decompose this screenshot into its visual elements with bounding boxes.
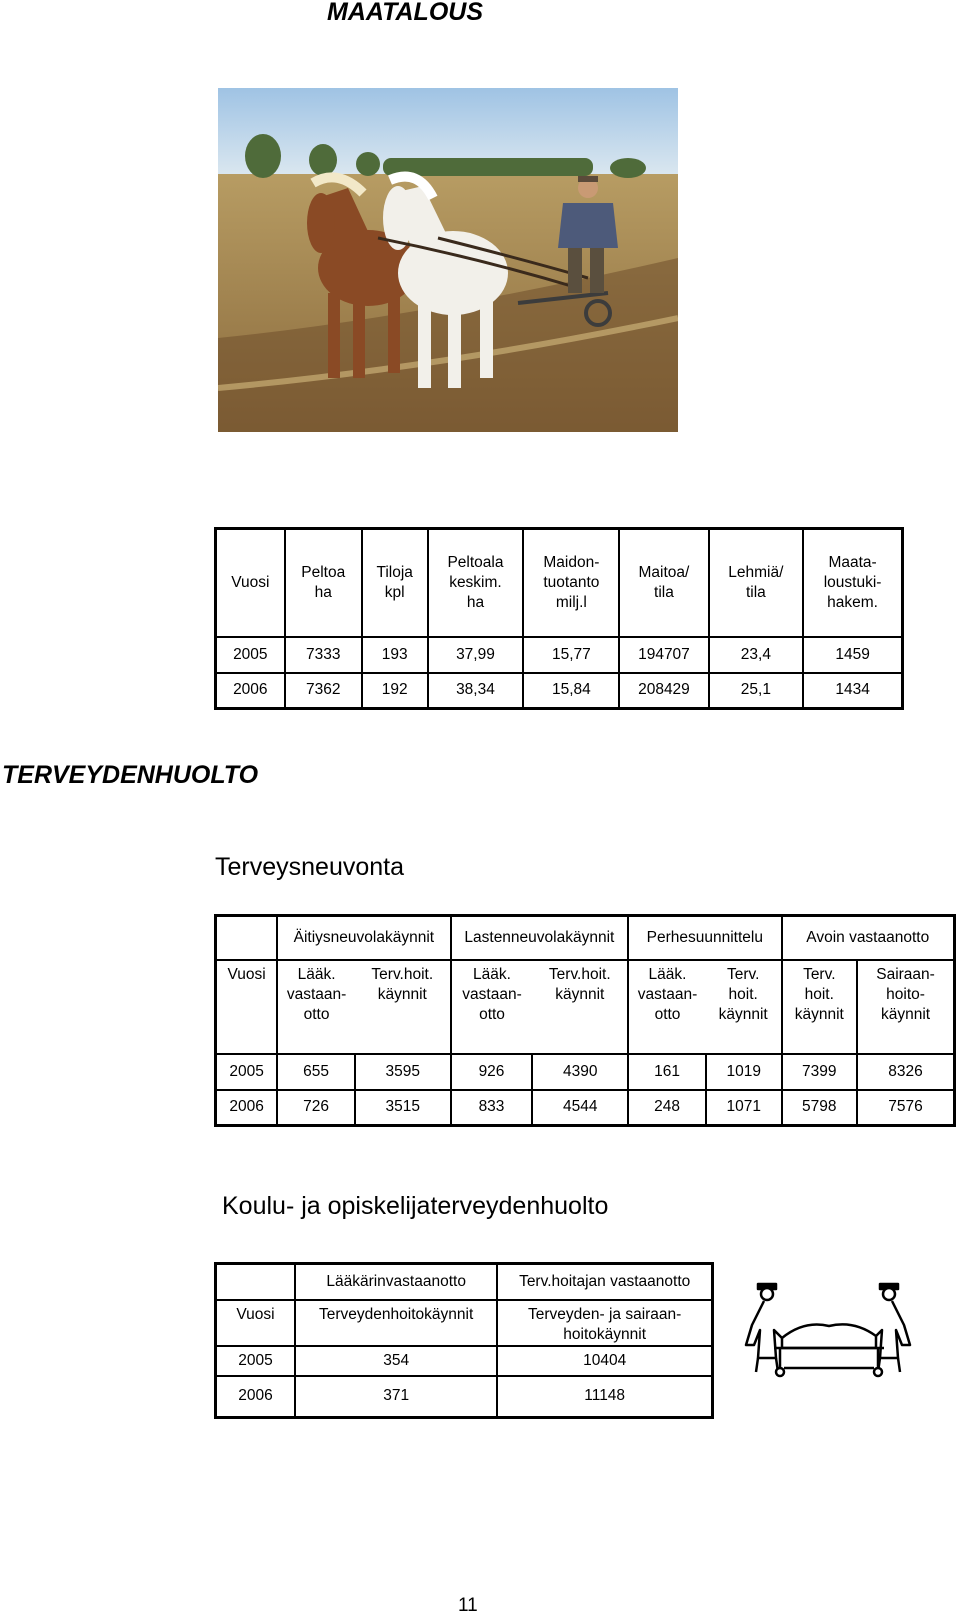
- cell: 4390: [532, 1054, 628, 1090]
- header-maitoa: Maitoa/ tila: [619, 529, 708, 637]
- subheader: Terveyden- ja sairaan- hoitokäynnit: [497, 1300, 712, 1346]
- cell: 15,77: [523, 637, 619, 673]
- table-row: [216, 1054, 955, 1090]
- terveysneuvonta-table: [214, 914, 956, 1127]
- table-row: [216, 1090, 955, 1126]
- cell: 3515: [355, 1090, 451, 1126]
- cell: 2005: [216, 1346, 295, 1376]
- group-aitiysneuvola: Äitiysneuvolakäynnit: [277, 916, 450, 960]
- subheader: Terv.hoit. käynnit: [532, 960, 628, 1054]
- cell: 1434: [803, 673, 902, 709]
- header-lehmia: Lehmiä/ tila: [709, 529, 804, 637]
- cell: 3595: [355, 1054, 451, 1090]
- cell: 15,84: [523, 673, 619, 709]
- cell: 2006: [216, 1376, 295, 1418]
- header-vuosi: Vuosi: [216, 960, 278, 1054]
- table-row: [216, 1376, 713, 1418]
- header-maataloustuki: Maata- loustuki- hakem.: [823, 553, 882, 611]
- cell: 37,99: [428, 637, 524, 673]
- subheader: Terv.hoit. käynnit: [355, 960, 451, 1054]
- cell: 1019: [706, 1054, 782, 1090]
- group-avoin-vastaanotto: Avoin vastaanotto: [806, 928, 930, 946]
- table-row: [216, 637, 903, 673]
- cell: 38,34: [428, 673, 524, 709]
- cell: 11148: [497, 1376, 712, 1418]
- col-laakarinvastaanotto: Lääkärinvastaanotto: [295, 1264, 497, 1300]
- header-peltoala: Peltoala keskim. ha: [428, 529, 524, 637]
- stretcher-bearers-icon: [744, 1280, 914, 1380]
- cell: 23,4: [709, 637, 804, 673]
- subheader: Lääk. vastaan- otto: [451, 960, 533, 1054]
- group-lastenneuvola: Lastenneuvolakäynnit: [451, 916, 629, 960]
- cell: 833: [451, 1090, 533, 1126]
- header-vuosi: Vuosi: [216, 1300, 295, 1346]
- header-vuosi: Vuosi: [216, 529, 285, 637]
- cell: 8326: [857, 1054, 954, 1090]
- cell: 2005: [216, 637, 285, 673]
- subheader: Terv. hoit. käynnit: [706, 960, 782, 1054]
- cell: 4544: [532, 1090, 628, 1126]
- subheader: Terveydenhoitokäynnit: [295, 1300, 497, 1346]
- cell: 248: [628, 1090, 706, 1126]
- cell: 7362: [285, 673, 362, 709]
- cell: 161: [628, 1054, 706, 1090]
- header-tiloja: Tiloja kpl: [362, 529, 428, 637]
- subheader: Lääk. vastaan- otto: [628, 960, 706, 1054]
- header-maidontuotanto: Maidon- tuotanto milj.l: [523, 529, 619, 637]
- cell: 10404: [497, 1346, 712, 1376]
- page-number: 11: [458, 1595, 478, 1616]
- cell: 192: [362, 673, 428, 709]
- cell: 1071: [706, 1090, 782, 1126]
- col-tervhoitajan-vastaanotto: Terv.hoitajan vastaanotto: [519, 1272, 691, 1290]
- cell: 726: [277, 1090, 355, 1126]
- cell: 2005: [216, 1054, 278, 1090]
- cell: 25,1: [709, 673, 804, 709]
- koulu-title: Koulu- ja opiskelijaterveydenhuolto: [222, 1192, 609, 1220]
- cell: 7333: [285, 637, 362, 673]
- terveysneuvonta-title: Terveysneuvonta: [215, 853, 405, 881]
- koulu-table: [214, 1262, 714, 1419]
- cell: 7399: [782, 1054, 858, 1090]
- maatalous-title: MAATALOUS: [327, 0, 483, 26]
- cell: 208429: [619, 673, 708, 709]
- cell: 926: [451, 1054, 533, 1090]
- subheader: Sairaan- hoito- käynnit: [857, 960, 954, 1054]
- terveydenhuolto-title: TERVEYDENHUOLTO: [2, 761, 259, 789]
- cell: 194707: [619, 637, 708, 673]
- subheader: Lääk. vastaan- otto: [277, 960, 355, 1054]
- empty-corner: [216, 1264, 295, 1300]
- table-row: [216, 1346, 713, 1376]
- cell: 371: [295, 1376, 497, 1418]
- cell: 2006: [216, 673, 285, 709]
- cell: 655: [277, 1054, 355, 1090]
- cell: 7576: [857, 1090, 954, 1126]
- maatalous-table: [214, 527, 904, 710]
- group-perhesuunnittelu: Perhesuunnittelu: [628, 916, 781, 960]
- cell: 5798: [782, 1090, 858, 1126]
- empty-corner: [216, 916, 278, 960]
- plowing-horses-photo: [218, 88, 678, 432]
- table-row: [216, 673, 903, 709]
- header-peltoa: Peltoa ha: [285, 529, 362, 637]
- cell: 193: [362, 637, 428, 673]
- cell: 2006: [216, 1090, 278, 1126]
- cell: 1459: [803, 637, 902, 673]
- cell: 354: [295, 1346, 497, 1376]
- subheader: Terv. hoit. käynnit: [782, 960, 858, 1054]
